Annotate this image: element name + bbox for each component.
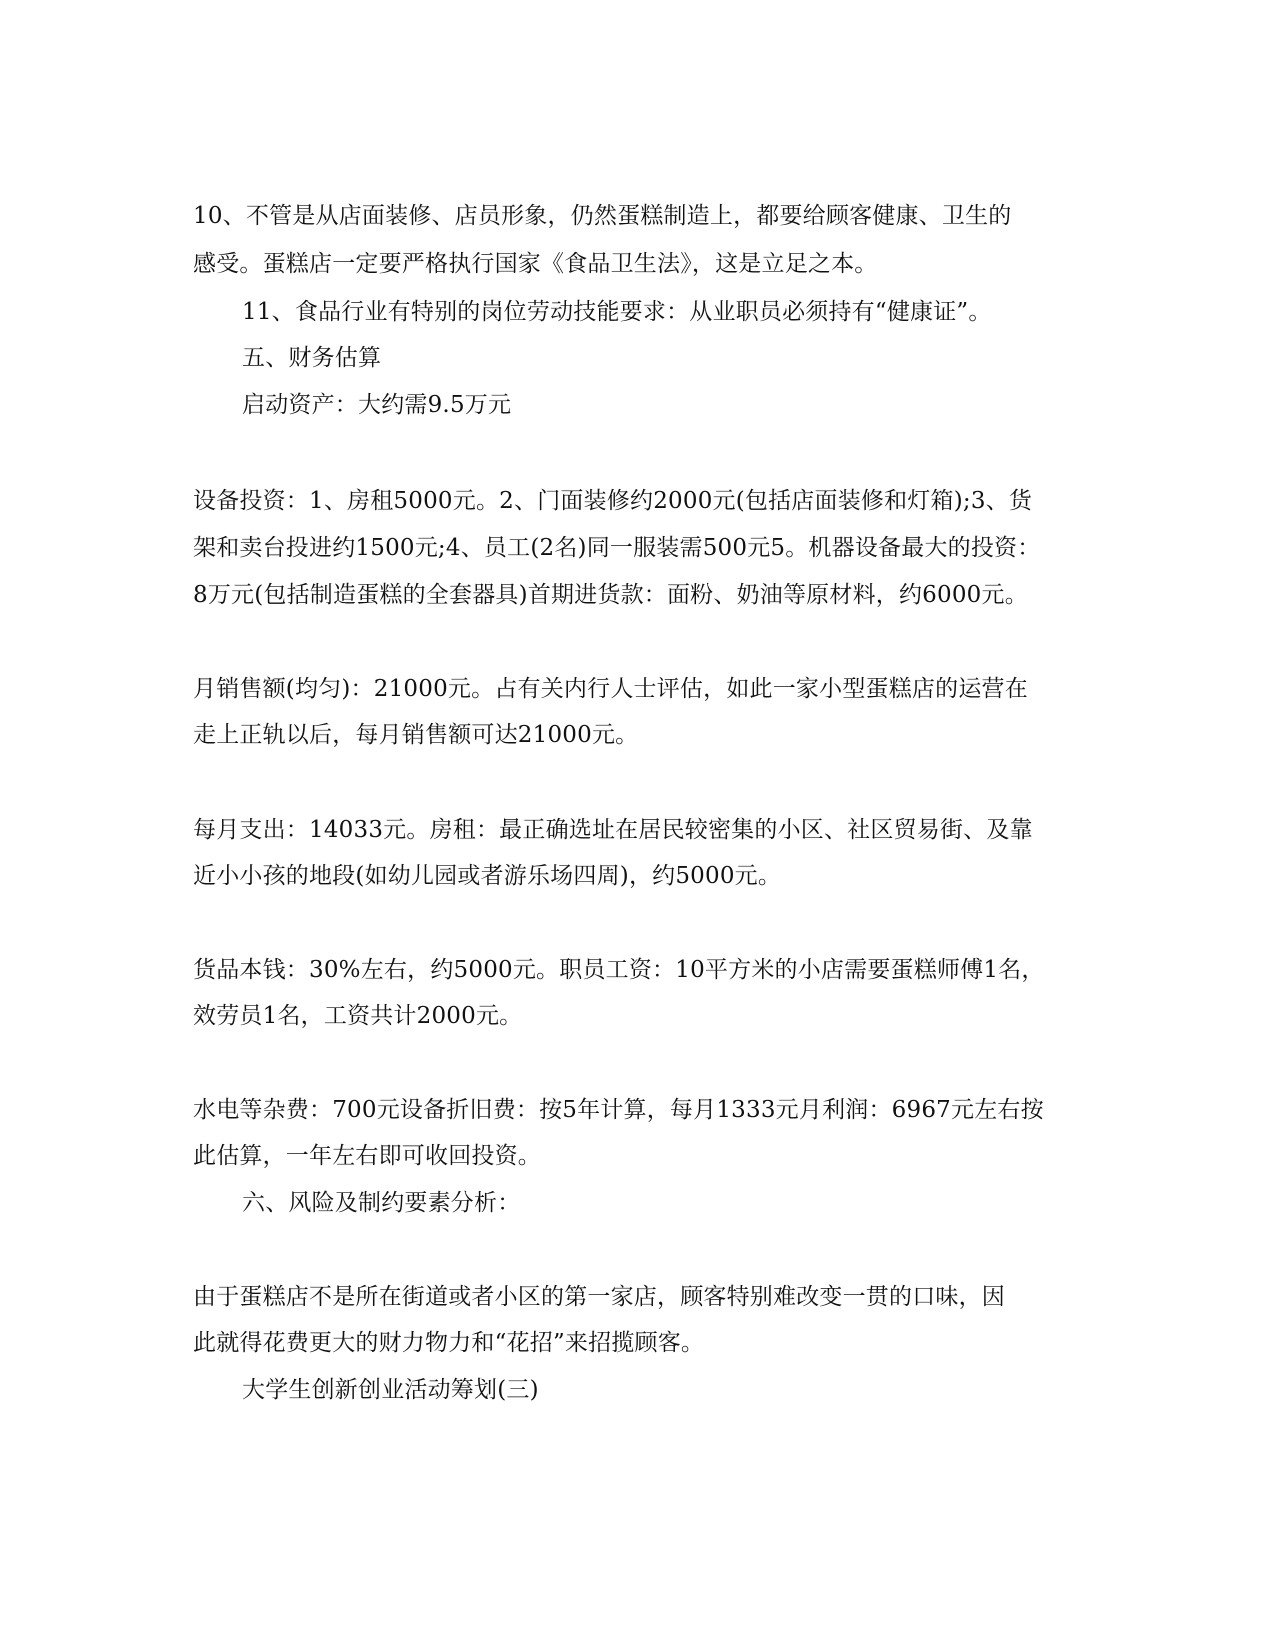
text-line: 11、食品行业有特别的岗位劳动技能要求：从业职员必须持有“健康证”。 — [242, 299, 992, 325]
text-line: 架和卖台投进约1500元;4、员工(2名)同一服装需500元5。机器设备最大的投资： — [193, 535, 1041, 561]
text-line: 效劳员1名，工资共计2000元。 — [193, 1003, 523, 1029]
text-line: 走上正轨以后，每月销售额可达21000元。 — [193, 722, 639, 748]
text-line: 货品本钱：30%左右，约5000元。职员工资：10平方米的小店需要蛋糕师傅1名， — [193, 957, 1045, 983]
text-line: 感受。蛋糕店一定要严格执行国家《食品卫生法》，这是立足之本。 — [193, 251, 878, 277]
text-line: 设备投资：1、房租5000元。2、门面装修约2000元(包括店面装修和灯箱);3、货 — [193, 488, 1033, 514]
section-heading: 大学生创新创业活动筹划(三) — [242, 1377, 539, 1403]
section-heading: 六、风险及制约要素分析： — [242, 1190, 521, 1216]
text-line: 启动资产：大约需9.5万元 — [242, 392, 512, 418]
text-line: 8万元(包括制造蛋糕的全套器具)首期进货款：面粉、奶油等原材料，约6000元。 — [193, 582, 1028, 608]
section-heading: 五、财务估算 — [242, 345, 382, 371]
text-line: 每月支出：14033元。房租：最正确选址在居民较密集的小区、社区贸易街、及靠 — [193, 817, 1033, 843]
text-line: 月销售额(均匀)：21000元。占有关内行人士评估，如此一家小型蛋糕店的运营在 — [193, 676, 1028, 702]
text-line: 由于蛋糕店不是所在街道或者小区的第一家店，顾客特别难改变一贯的口味，因 — [193, 1284, 1005, 1310]
text-line: 此估算，一年左右即可收回投资。 — [193, 1143, 541, 1169]
text-line: 此就得花费更大的财力物力和“花招”来招揽顾客。 — [193, 1330, 705, 1356]
text-line: 近小小孩的地段(如幼儿园或者游乐场四周)，约5000元。 — [193, 863, 782, 889]
text-line: 10、不管是从店面装修、店员形象，仍然蛋糕制造上，都要给顾客健康、卫生的 — [193, 203, 1012, 229]
text-line: 水电等杂费：700元设备折旧费：按5年计算，每月1333元月利润：6967元左右按 — [193, 1097, 1044, 1123]
